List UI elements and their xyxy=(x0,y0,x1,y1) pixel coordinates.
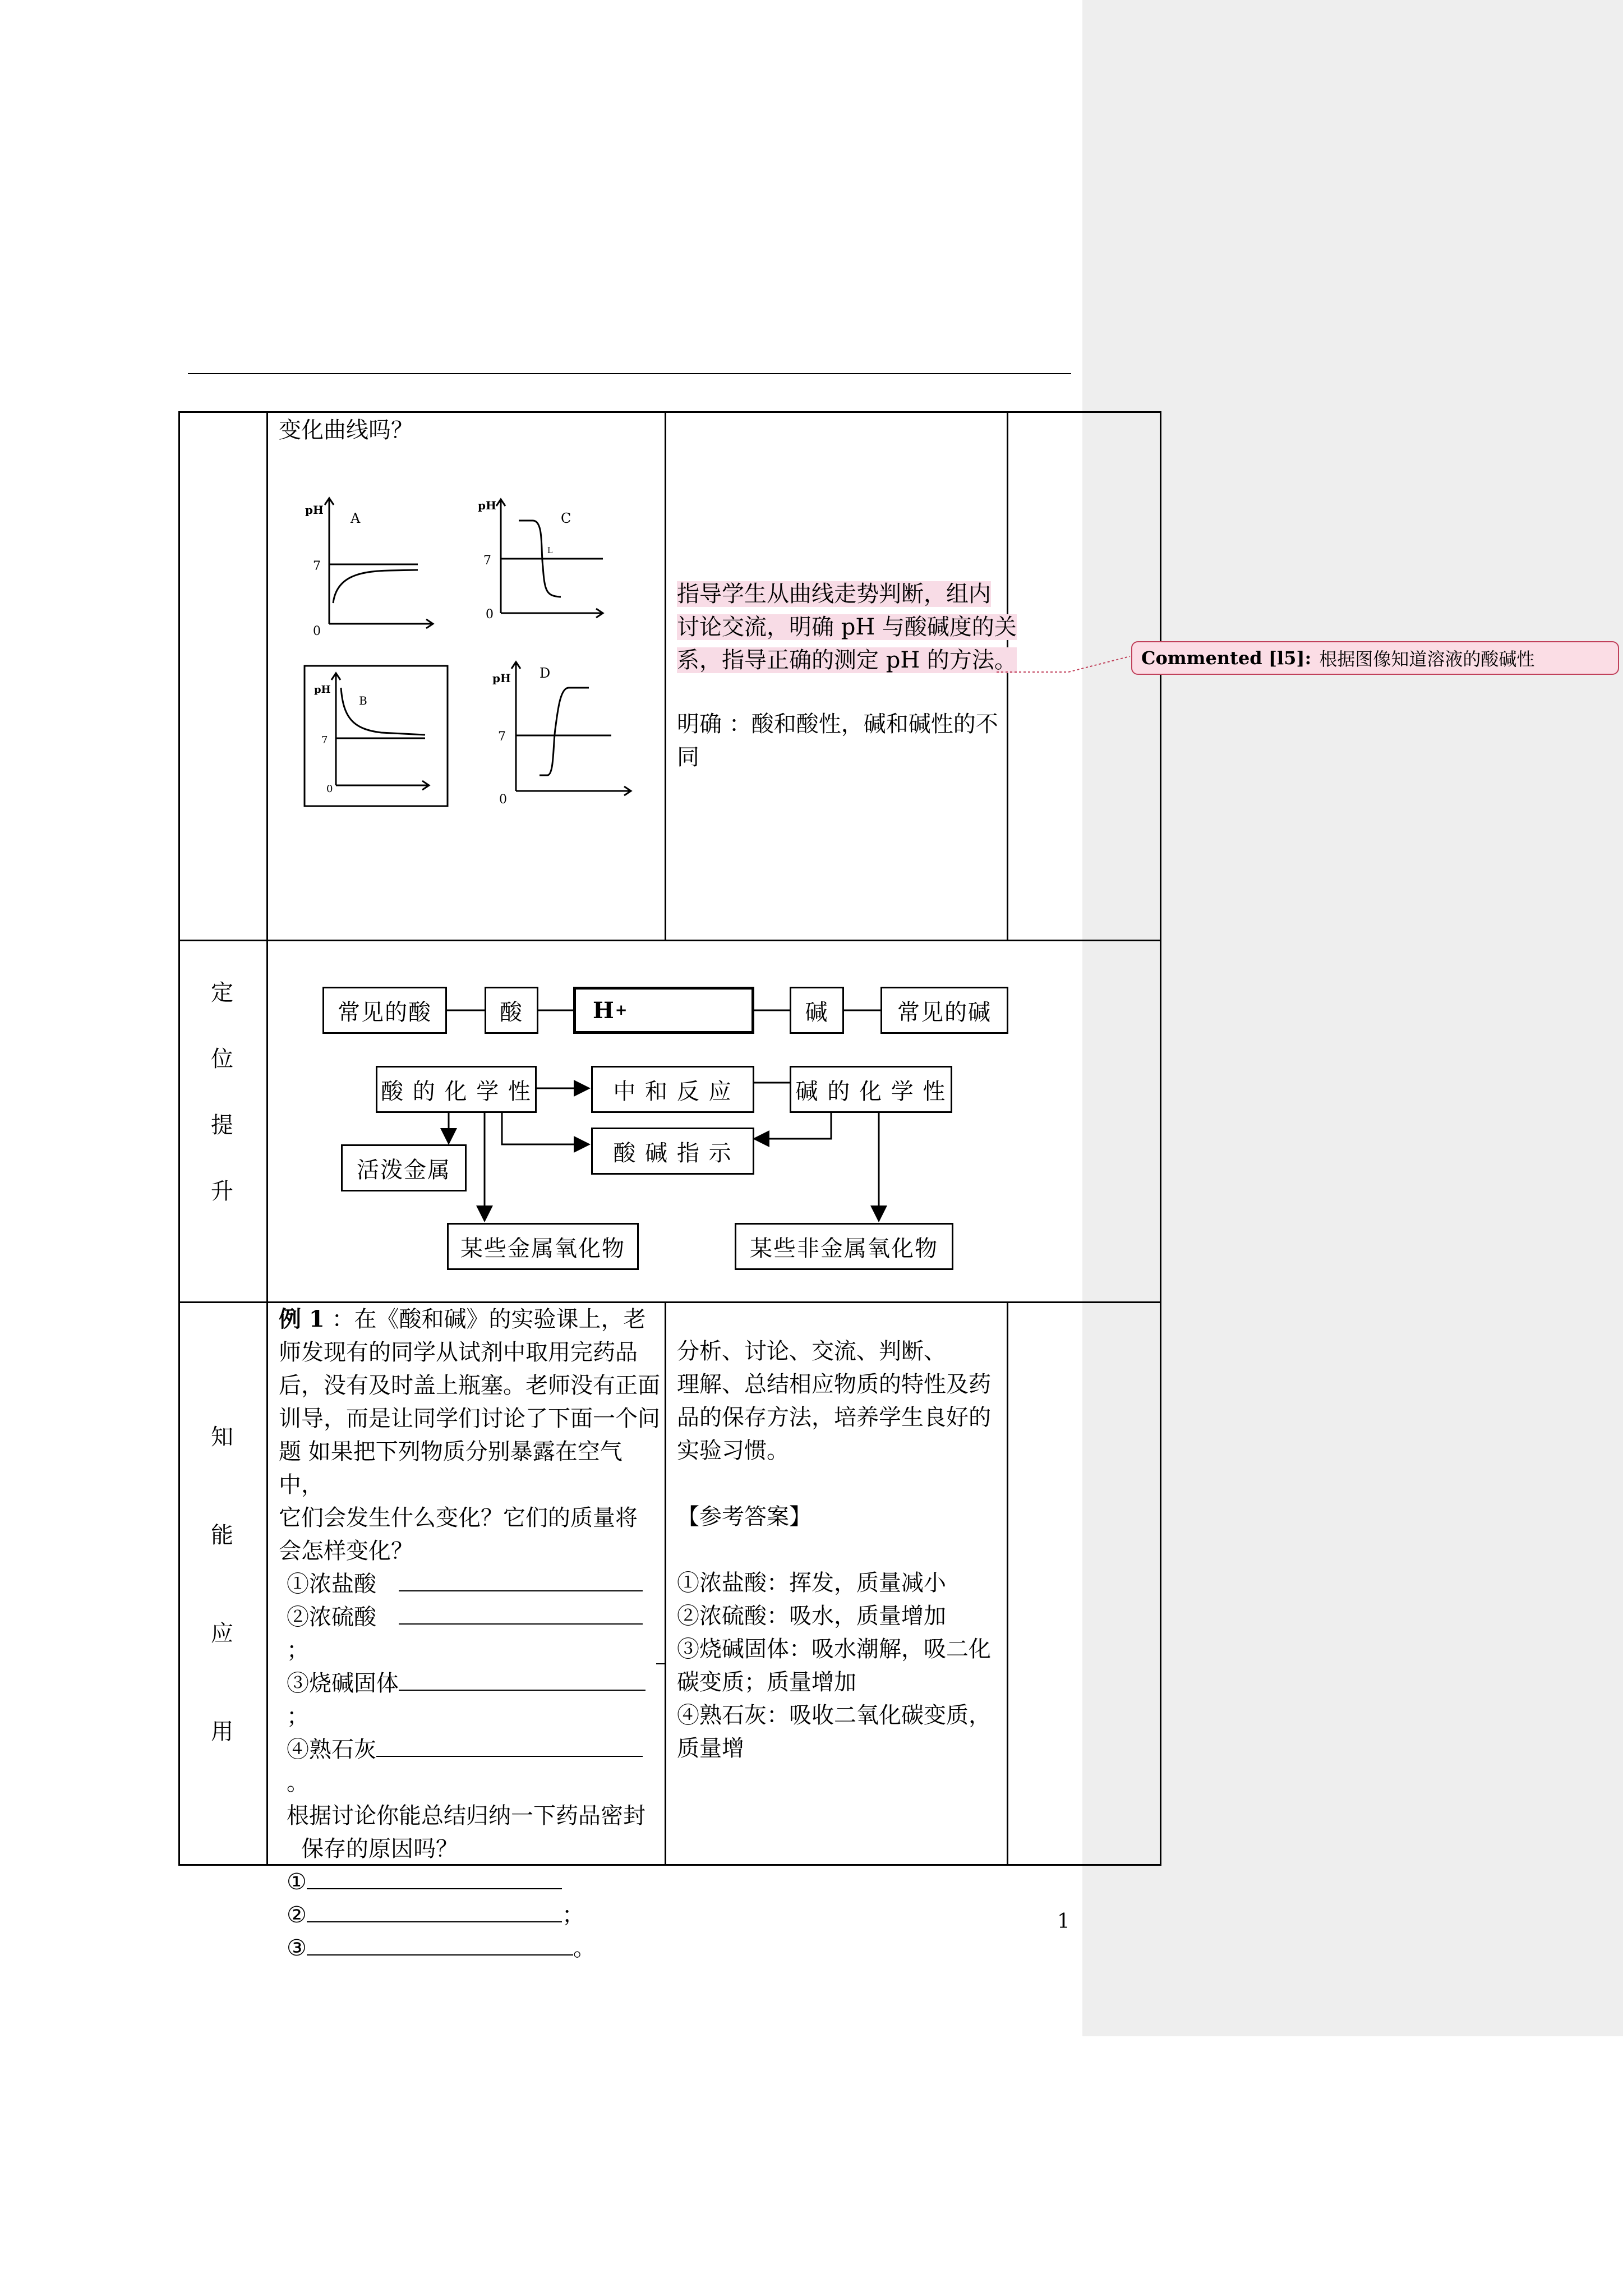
svg-text:pH: pH xyxy=(492,671,511,685)
comment-tag: Commented [l5]: xyxy=(1141,647,1312,669)
acid-box: 酸 xyxy=(485,987,538,1034)
svg-text:0: 0 xyxy=(499,793,507,807)
base-chem-box: 碱 的 化 学 性 xyxy=(790,1066,952,1113)
svg-text:pH: pH xyxy=(478,499,496,512)
svg-text:B: B xyxy=(359,694,367,707)
summary-item-1: ① xyxy=(279,1866,660,1899)
teaching-text: 变化曲线吗？ xyxy=(279,417,413,443)
svg-text:0: 0 xyxy=(326,783,333,795)
comment-text: 根据图像知道溶液的酸碱性 xyxy=(1319,648,1535,670)
svg-text:A: A xyxy=(351,510,361,526)
blank-tail xyxy=(656,1663,665,1664)
active-metal-box: 活泼金属 xyxy=(341,1144,467,1191)
item-3: ③烧碱固体； xyxy=(279,1667,660,1733)
svg-text:0: 0 xyxy=(486,608,494,622)
svg-text:C: C xyxy=(561,510,571,526)
svg-text:pH: pH xyxy=(314,684,331,696)
svg-text:7: 7 xyxy=(483,554,491,568)
svg-text:7: 7 xyxy=(321,734,328,746)
indicator-box: 酸 碱 指 示 xyxy=(591,1128,754,1175)
svg-text:7: 7 xyxy=(498,730,506,744)
acid-chem-box: 酸 的 化 学 性 xyxy=(376,1066,537,1113)
common-acid-box: 常见的酸 xyxy=(322,987,447,1034)
page-number: 1 xyxy=(1057,1910,1070,1933)
metal-oxide-box: 某些金属氧化物 xyxy=(447,1223,639,1270)
nonmetal-oxide-box: 某些非金属氧化物 xyxy=(735,1223,953,1270)
svg-text:L: L xyxy=(547,546,553,555)
example-text: 例 1 ：在《酸和碱》的实验课上，老 师发现有的同学从试剂中取用完药品 后，没有及时盖上瓶塞。老师没有正面 训导，而是让同学们讨论了下面一个问 题 如果把下列物质分别暴露在空气中， 它们会发生什么变化？它们的质量将 会怎样变化？ ①浓盐酸 ②浓硫酸； ③烧碱固体； ④熟石灰。 根据讨论你能总结归纳一下药品密封 保存的原因吗？ ① ② ； ③ 。 xyxy=(279,1303,660,1965)
base-box: 碱 xyxy=(790,987,844,1034)
svg-text:pH: pH xyxy=(305,503,324,517)
svg-text:7: 7 xyxy=(313,559,321,573)
neutralization-box: 中 和 反 应 xyxy=(591,1066,754,1113)
item-4: ④熟石灰。 xyxy=(279,1733,660,1800)
guidance-text: 指导学生从曲线走势判断，组内 讨论交流，明确 pH 与酸碱度的关 系，指导正确的测定 pH 的方法。 xyxy=(677,581,1017,673)
summary-item-2: ② ； xyxy=(279,1899,660,1932)
svg-text:0: 0 xyxy=(313,624,321,638)
clarify-text: 明确 ：酸和酸性，碱和碱性的不 同 xyxy=(677,711,998,770)
common-base-box: 常见的碱 xyxy=(880,987,1008,1034)
svg-text:D: D xyxy=(540,665,551,681)
comment-balloon[interactable] xyxy=(1131,641,1619,675)
item-2: ②浓硫酸； xyxy=(279,1601,660,1667)
item-1: ①浓盐酸 xyxy=(279,1568,660,1601)
answer-title: 【参考答案】 xyxy=(677,1504,811,1530)
h-ion-box: H + xyxy=(573,987,754,1034)
analysis-text: 分析、讨论、交流、判断、 理解、总结相应物质的特性及药 品的保存方法，培养学生良好的 实验习惯。 【参考答案】 ①浓盐酸：挥发，质量减小 ②浓硫酸：吸水，质量增加 ③烧碱固体：吸水潮解，吸二化 碳变质；质量增加 ④熟石灰：吸收二氧化碳变质， 质量增 xyxy=(677,1338,991,1761)
summary-item-3: ③ 。 xyxy=(279,1932,660,1965)
